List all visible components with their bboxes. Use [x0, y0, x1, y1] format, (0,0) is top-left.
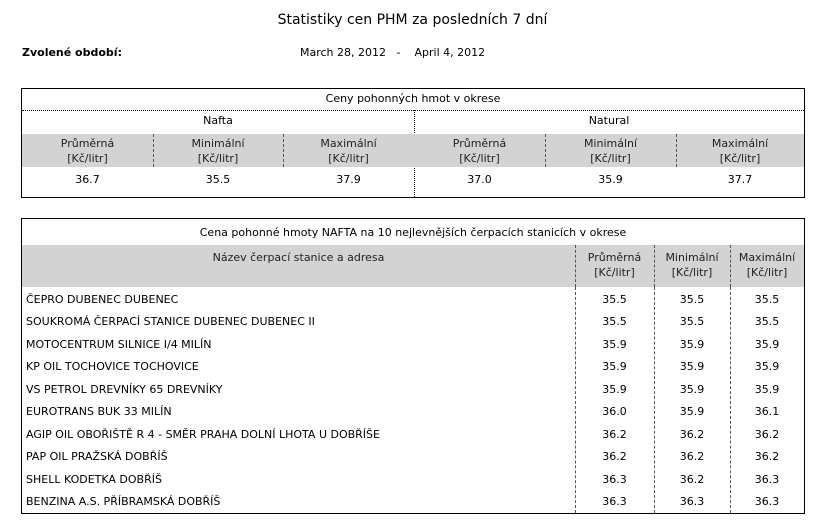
- avg-price: 35.9: [602, 360, 627, 373]
- max-price: 35.5: [754, 293, 780, 306]
- period-from: March 28, 2012: [300, 46, 387, 59]
- avg-price: 36.3: [602, 495, 627, 508]
- column-label: Maximální: [320, 137, 377, 150]
- station-name: VS PETROL DREVNÍKY 65 DREVNÍKY: [26, 383, 223, 396]
- max-price: 36.2: [754, 450, 780, 463]
- station-name: BENZINA A.S. PŘÍBRAMSKÁ DOBŘÍŠ: [26, 495, 221, 508]
- column-unit: [Kč/litr]: [671, 266, 713, 279]
- report-title: Statistiky cen PHM za posledních 7 dní: [277, 12, 548, 28]
- column-header: [676, 134, 804, 167]
- avg-price: 35.5: [602, 293, 627, 306]
- group-nafta: Nafta: [203, 114, 233, 127]
- period-range: [300, 46, 485, 59]
- district-prices-header: [22, 134, 804, 167]
- avg-price: 35.9: [602, 338, 627, 351]
- group-natural: Natural: [588, 114, 630, 127]
- stations-caption: Cena pohonné hmoty NAFTA na 10 nejlevnějších čerpacích stanicích v okrese: [199, 226, 627, 239]
- station-name: ČEPRO DUBENEC DUBENEC: [26, 293, 179, 306]
- table-row: [22, 289, 804, 311]
- station-name: KP OIL TOCHOVICE TOCHOVICE: [26, 360, 199, 373]
- max-price: 35.5: [754, 315, 780, 328]
- station-name: PAP OIL PRAŽSKÁ DOBŘÍŠ: [26, 450, 168, 463]
- table-row: [22, 356, 804, 378]
- column-unit: [Kč/litr]: [594, 266, 635, 279]
- min-price: 35.9: [679, 338, 705, 351]
- column-header: [730, 245, 804, 287]
- column-label: Maximální: [738, 251, 796, 264]
- avg-price: 36.0: [602, 405, 627, 418]
- station-name: MOTOCENTRUM SILNICE I/4 MILÍN: [26, 338, 212, 351]
- column-label: Průměrná: [60, 137, 115, 150]
- table-row: [22, 424, 804, 446]
- column-header: [414, 134, 545, 167]
- column-unit: [Kč/litr]: [328, 152, 369, 165]
- period-label: Zvolené období:: [22, 46, 122, 59]
- column-unit: [Kč/litr]: [197, 152, 239, 165]
- table-row: [22, 491, 804, 513]
- min-price: 36.2: [679, 428, 705, 441]
- max-price: 35.9: [754, 360, 780, 373]
- avg-price: 36.2: [602, 450, 627, 463]
- min-price: 36.3: [679, 495, 705, 508]
- column-header-station: [22, 245, 575, 287]
- column-header: [545, 134, 676, 167]
- district-prices-caption: Ceny pohonných hmot v okrese: [22, 89, 804, 111]
- station-name: AGIP OIL OBOŘIŠTĚ R 4 - SMĚR PRAHA DOLNÍ LHOTA U DOBŘÍŠE: [26, 428, 380, 441]
- min-price: 35.9: [679, 405, 705, 418]
- min-price: 35.9: [679, 360, 705, 373]
- column-label: Minimální: [191, 137, 245, 150]
- min-price: 35.9: [679, 383, 705, 396]
- column-header: [654, 245, 730, 287]
- district-prices-table: [21, 88, 805, 198]
- min-price: 35.5: [679, 315, 705, 328]
- stations-header: [22, 245, 804, 287]
- max-price: 36.3: [754, 473, 780, 486]
- column-label: Průměrná: [452, 137, 507, 150]
- column-unit: [Kč/litr]: [719, 152, 761, 165]
- column-label: Minimální: [583, 137, 638, 150]
- avg-price: 36.2: [602, 428, 627, 441]
- avg-price: 35.5: [602, 315, 627, 328]
- column-label: Maximální: [711, 137, 769, 150]
- column-header: [22, 134, 153, 167]
- table-row: [22, 311, 804, 333]
- period-separator: -: [396, 46, 401, 59]
- min-price: 36.2: [679, 450, 705, 463]
- natural-min-value: 35.9: [598, 173, 623, 186]
- avg-price: 35.9: [602, 383, 627, 396]
- column-header: [575, 245, 654, 287]
- nafta-avg-value: 36.7: [75, 173, 100, 186]
- min-price: 35.5: [679, 293, 705, 306]
- table-row: [22, 469, 804, 491]
- natural-avg-value: 37.0: [467, 173, 492, 186]
- stations-table: [21, 218, 805, 514]
- column-label: Název čerpací stanice a adresa: [212, 251, 385, 264]
- station-name: SOUKROMÁ ČERPACÍ STANICE DUBENEC DUBENEC II: [26, 315, 315, 328]
- column-unit: [Kč/litr]: [746, 266, 788, 279]
- station-name: EUROTRANS BUK 33 MILÍN: [26, 405, 172, 418]
- column-unit: [Kč/litr]: [459, 152, 500, 165]
- column-header: [283, 134, 414, 167]
- column-unit: [Kč/litr]: [590, 152, 631, 165]
- station-name: SHELL KODETKA DOBŘÍŠ: [26, 473, 162, 486]
- max-price: 35.9: [754, 383, 780, 396]
- max-price: 36.2: [754, 428, 780, 441]
- min-price: 36.2: [679, 473, 705, 486]
- avg-price: 36.3: [602, 473, 627, 486]
- column-label: Minimální: [665, 251, 719, 264]
- natural-max-value: 37.7: [727, 173, 753, 186]
- max-price: 36.1: [754, 405, 780, 418]
- column-unit: [Kč/litr]: [67, 152, 108, 165]
- table-row: [22, 446, 804, 468]
- nafta-min-value: 35.5: [205, 173, 231, 186]
- period-to: April 4, 2012: [414, 46, 486, 59]
- table-row: [22, 379, 804, 401]
- column-label: Průměrná: [587, 251, 642, 264]
- table-row: [22, 334, 804, 356]
- max-price: 36.3: [754, 495, 780, 508]
- max-price: 35.9: [754, 338, 780, 351]
- column-header: [153, 134, 283, 167]
- nafta-max-value: 37.9: [336, 173, 361, 186]
- table-row: [22, 401, 804, 423]
